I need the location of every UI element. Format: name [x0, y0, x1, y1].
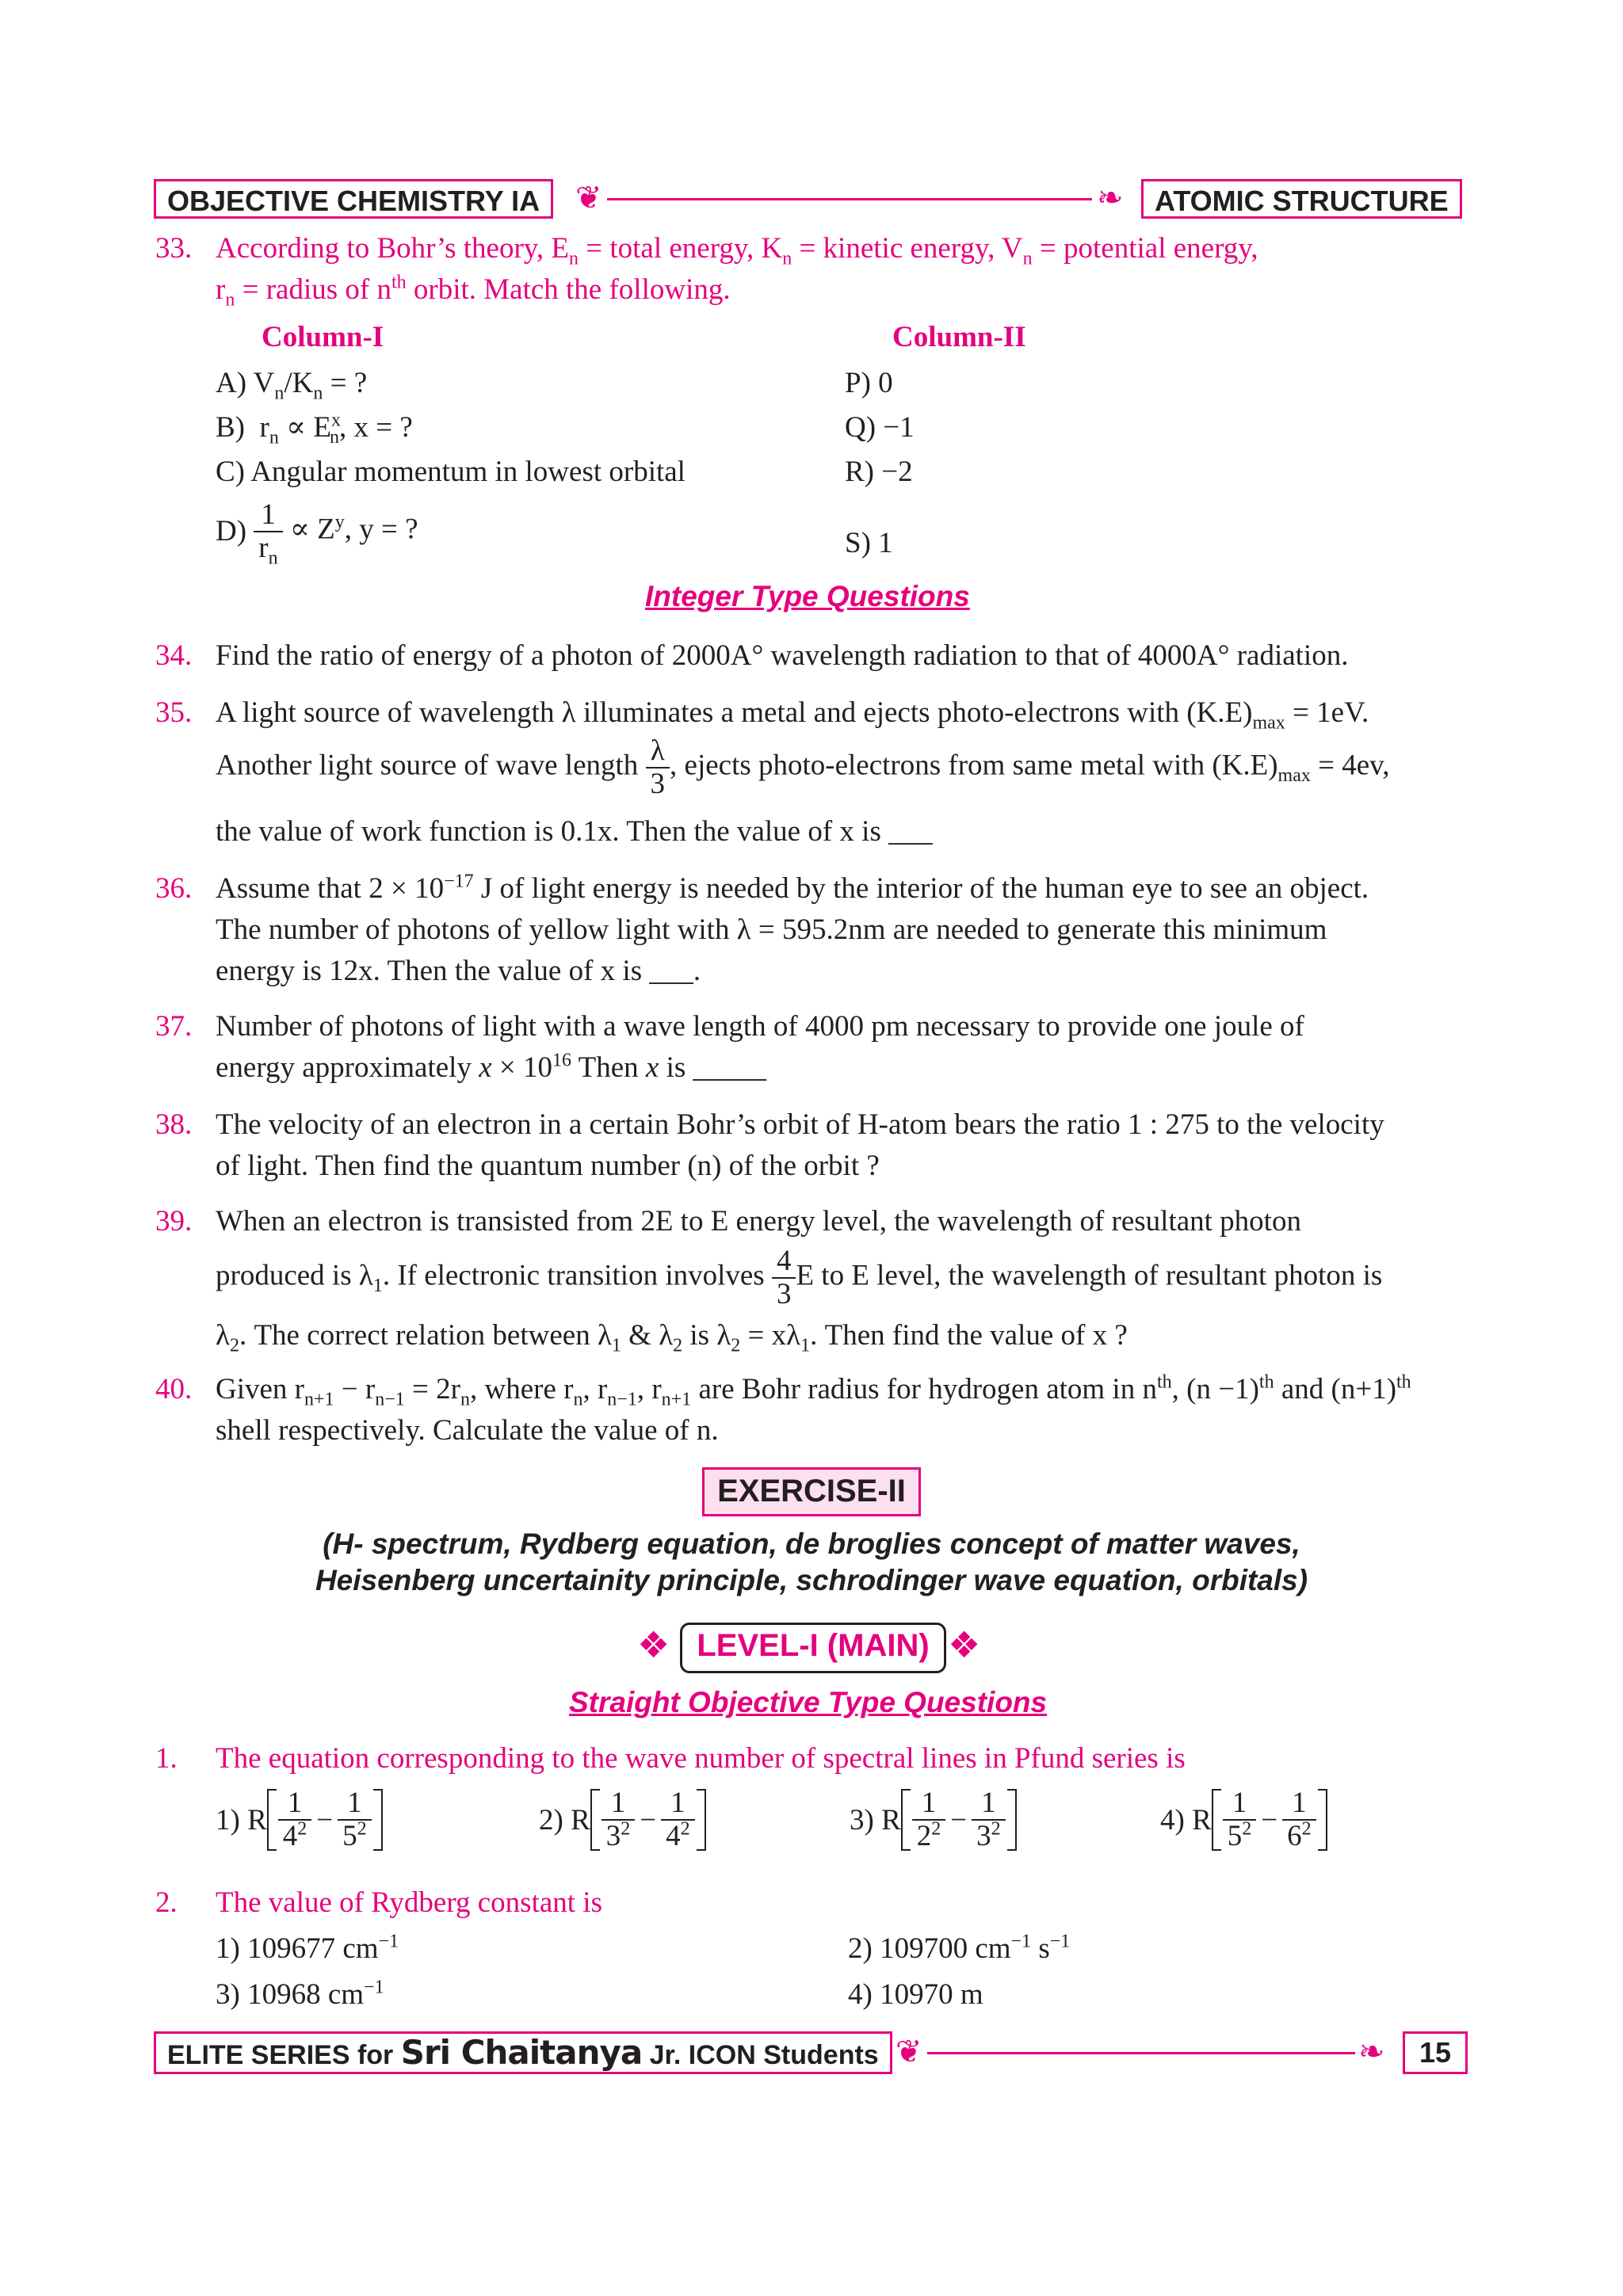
mcq-1-option-1: 1) R $\frac{1}{4^2}$ − $\frac{1}{5^2}$ — [216, 1787, 383, 1852]
question-number: 1. — [155, 1742, 178, 1775]
mcq-2-option-1: 1) 109677 $cm^{-1}$ — [216, 1931, 399, 1965]
level-heading: LEVEL-I (MAIN) — [680, 1623, 946, 1673]
match-option-q: Q) −1 — [845, 411, 915, 444]
question-number: 39. — [155, 1205, 193, 1238]
question-text: The velocity of an electron in a certain Bohr’s orbit of H-atom bears the ratio 1 : 275 to the velocity of light. Then find the quantum number (n) of the orbit ? — [216, 1108, 1384, 1182]
question-number: 35. — [155, 696, 193, 729]
question-text-line-3: $\lambda_2$. The correct relation between $\lambda_1$ & $\lambda_2$ is $\lambda_2 = x\lambda_1$. Then find the value of x ? — [216, 1319, 1128, 1356]
header-left-title: OBJECTIVE CHEMISTRY IA — [154, 179, 553, 219]
ornament-icon: ❦ — [575, 180, 602, 216]
question-text: Number of photons of light with a wave length of 4000 pm necessary to provide one joule of energy approximately $x \times 10^{16}$ Then x is _____ — [216, 1010, 1304, 1084]
question-text-line-1: A light source of wavelength λ illuminates a metal and ejects photo-electrons with $(K.E)_{max} = 1eV$. — [216, 696, 1369, 734]
ornament-icon: ❖ — [637, 1623, 670, 1666]
match-option-r: R) −2 — [845, 456, 913, 488]
match-item-c: C) Angular momentum in lowest orbital — [216, 456, 685, 488]
ornament-icon: ❧ — [1097, 180, 1124, 216]
ornament-icon: ❧ — [1358, 2034, 1385, 2070]
ornament-icon: ❦ — [896, 2034, 922, 2070]
question-number: 38. — [155, 1108, 193, 1141]
question-text: The equation corresponding to the wave number of spectral lines in Pfund series is — [216, 1742, 1186, 1775]
match-item-b: B) $r_n \propto E^x_n$, x = ? — [216, 410, 413, 448]
question-number: 33. — [155, 232, 193, 265]
question-number: 40. — [155, 1373, 193, 1405]
question-number: 2. — [155, 1886, 178, 1919]
mcq-1-option-4: 4) R $\frac{1}{5^2}$ − $\frac{1}{6^2}$ — [1160, 1787, 1327, 1852]
question-text-line-2: Another light source of wave length $\frac{\lambda}{3}$ , ejects photo-electrons from same metal with $(K.E)_{max} = 4ev$, — [216, 734, 1390, 800]
mcq-1-option-2: 2) R $\frac{1}{3^2}$ − $\frac{1}{4^2}$ — [539, 1787, 706, 1852]
match-option-p: P) 0 — [845, 367, 893, 399]
mcq-2-option-4: 4) 10970 m — [848, 1978, 983, 2011]
question-text-line-2: produced is $\lambda_1$. If electronic transition involves $\frac{4}{3}$ E to E level, the wavelength of resultant photon is — [216, 1245, 1383, 1310]
match-item-d: D) $\frac{1}{r_n}$ ∝ $Z^y$, y = ? — [216, 498, 418, 569]
question-number: 36. — [155, 872, 193, 905]
header-right-title: ATOMIC STRUCTURE — [1141, 179, 1462, 219]
question-text: According to Bohr’s theory, $E_n$ = total energy, $K_n$ = kinetic energy, $V_n$ = potential energy, $r_n$ = radius of $n^{th}$ orbit. Match the following. — [216, 232, 1258, 311]
question-text: Assume that $2 \times 10^{-17}$ J of light energy is needed by the interior of the human eye to see an object. The number of photons of yellow light with λ = 595.2nm are needed to generate this minimum energy is 12x. Then the value of x is ___. — [216, 871, 1369, 987]
question-number: 34. — [155, 639, 193, 672]
question-text-line-1: When an electron is transisted from 2E to E energy level, the wavelength of resultant photon — [216, 1205, 1301, 1238]
mcq-1-option-3: 3) R $\frac{1}{2^2}$ − $\frac{1}{3^2}$ — [850, 1787, 1017, 1852]
question-number: 37. — [155, 1010, 193, 1043]
match-item-a: A) $V_n/K_n$ = ? — [216, 367, 368, 404]
integer-type-title: Integer Type Questions — [645, 580, 970, 612]
exercise-subtitle-1: (H- spectrum, Rydberg equation, de broglies concept of matter waves, — [323, 1527, 1300, 1560]
straight-objective-title: Straight Objective Type Questions — [569, 1686, 1048, 1718]
exercise-heading: EXERCISE-II — [702, 1467, 921, 1516]
mcq-2-option-2: 2) 109700 $cm^{-1}$ $s^{-1}$ — [848, 1931, 1071, 1965]
question-text: Find the ratio of energy of a photon of 2000A° wavelength radiation to that of 4000A° radiation. — [216, 639, 1349, 672]
page-number: 15 — [1403, 2031, 1468, 2074]
column-2-header: Column-II — [892, 321, 1026, 353]
match-option-s: S) 1 — [845, 527, 893, 559]
footer-rule — [927, 2052, 1355, 2054]
ornament-icon: ❖ — [948, 1623, 981, 1666]
question-text: The value of Rydberg constant is — [216, 1886, 602, 1919]
exercise-subtitle-2: Heisenberg uncertainity principle, schrodinger wave equation, orbitals) — [315, 1564, 1308, 1596]
question-text: Given $r_{n+1} - r_{n-1} = 2r_n$, where $r_n$, $r_{n-1}$, $r_{n+1}$ are Bohr radius for hydrogen atom in $n^{th}$, $(n -1)^{th}$ and $(n+1)^{th}$ shell respectively. Calculate the value of n. — [216, 1371, 1411, 1447]
brand-name: Sri Chaitanya — [400, 2033, 643, 2072]
column-1-header: Column-I — [262, 321, 384, 353]
question-text-line-3: the value of work function is 0.1x. Then the value of x is ___ — [216, 815, 933, 848]
footer-series: ELITE SERIES for Sri Chaitanya Jr. ICON Students — [154, 2031, 892, 2074]
mcq-2-option-3: 3) 10968 $cm^{-1}$ — [216, 1977, 384, 2011]
header-rule — [607, 198, 1092, 200]
